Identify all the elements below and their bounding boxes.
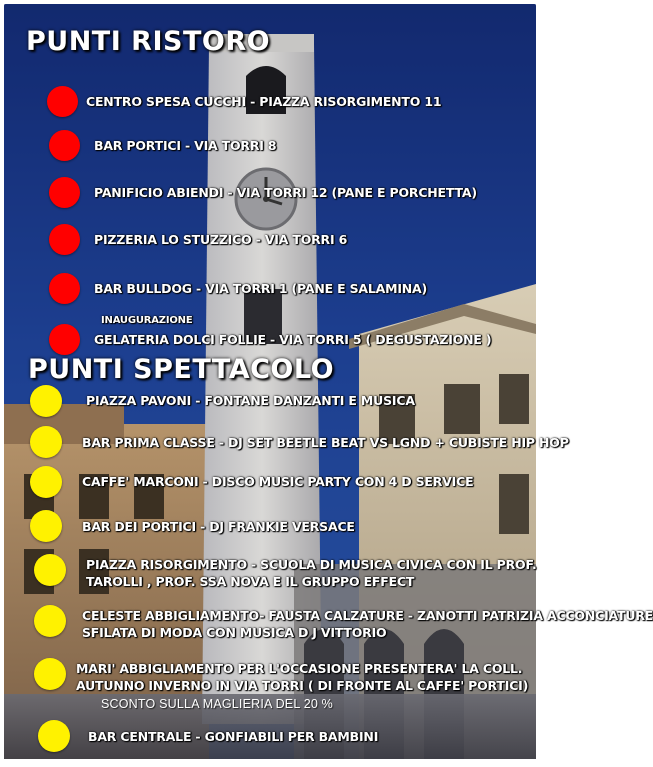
list-item-text: BAR DEI PORTICI - DJ FRANKIE VERSACE: [82, 519, 355, 534]
list-item-text: CAFFE' MARCONI - DISCO MUSIC PARTY CON 4 D SERVICE: [82, 474, 474, 489]
red-dot-icon: [49, 177, 80, 208]
red-dot-icon: [47, 86, 78, 117]
list-item-text: BAR CENTRALE - GONFIABILI PER BAMBINI: [88, 729, 379, 744]
list-item-text: PIAZZA PAVONI - FONTANE DANZANTI E MUSICA: [86, 393, 415, 408]
yellow-dot-icon: [30, 510, 62, 542]
yellow-dot-icon: [30, 426, 62, 458]
section-title-ristoro: PUNTI RISTORO: [26, 26, 271, 57]
red-dot-icon: [49, 130, 80, 161]
list-item-text: BAR PRIMA CLASSE - DJ SET BEETLE BEAT VS LGND + CUBISTE HIP HOP: [82, 435, 569, 450]
list-item-text: PIZZERIA LO STUZZICO - VIA TORRI 6: [94, 232, 348, 247]
list-item-text: PIAZZA RISORGIMENTO - SCUOLA DI MUSICA CIVICA CON IL PROF. TAROLLI , PROF. SSA NOVA E IL GRUPPO EFFECT: [86, 557, 537, 589]
yellow-dot-icon: [34, 554, 66, 586]
list-item-text: BAR PORTICI - VIA TORRI 8: [94, 138, 277, 153]
yellow-dot-icon: [30, 466, 62, 498]
discount-note: SCONTO SULLA MAGLIERIA DEL 20 %: [101, 697, 333, 711]
yellow-dot-icon: [38, 720, 70, 752]
event-poster: [4, 4, 653, 759]
list-item-text: BAR BULLDOG - VIA TORRI 1 (PANE E SALAMINA): [94, 281, 428, 296]
list-item-text: GELATERIA DOLCI FOLLIE - VIA TORRI 5 ( DEGUSTAZIONE ): [94, 332, 492, 347]
yellow-dot-icon: [34, 658, 66, 690]
yellow-dot-icon: [34, 605, 66, 637]
red-dot-icon: [49, 224, 80, 255]
list-item-text: MARI' ABBIGLIAMENTO PER L'OCCASIONE PRESENTERA' LA COLL. AUTUNNO INVERNO IN VIA TORRI ( DI FRONTE AL CAFFE' PORTICI): [76, 661, 529, 693]
list-item-text: CELESTE ABBIGLIAMENTO- FAUSTA CALZATURE - ZANOTTI PATRIZIA ACCONCIATURE SFILATA DI MODA CON MUSICA D J VITTORIO: [82, 608, 653, 640]
list-item-text: CENTRO SPESA CUCCHI - PIAZZA RISORGIMENTO 11: [86, 94, 442, 109]
list-item-text: PANIFICIO ABIENDI - VIA TORRI 12 (PANE E PORCHETTA): [94, 185, 477, 200]
red-dot-icon: [49, 273, 80, 304]
section-title-spettacolo: PUNTI SPETTACOLO: [28, 354, 335, 385]
yellow-dot-icon: [30, 385, 62, 417]
red-dot-icon: [49, 324, 80, 355]
inauguration-label: INAUGURAZIONE: [101, 315, 193, 326]
